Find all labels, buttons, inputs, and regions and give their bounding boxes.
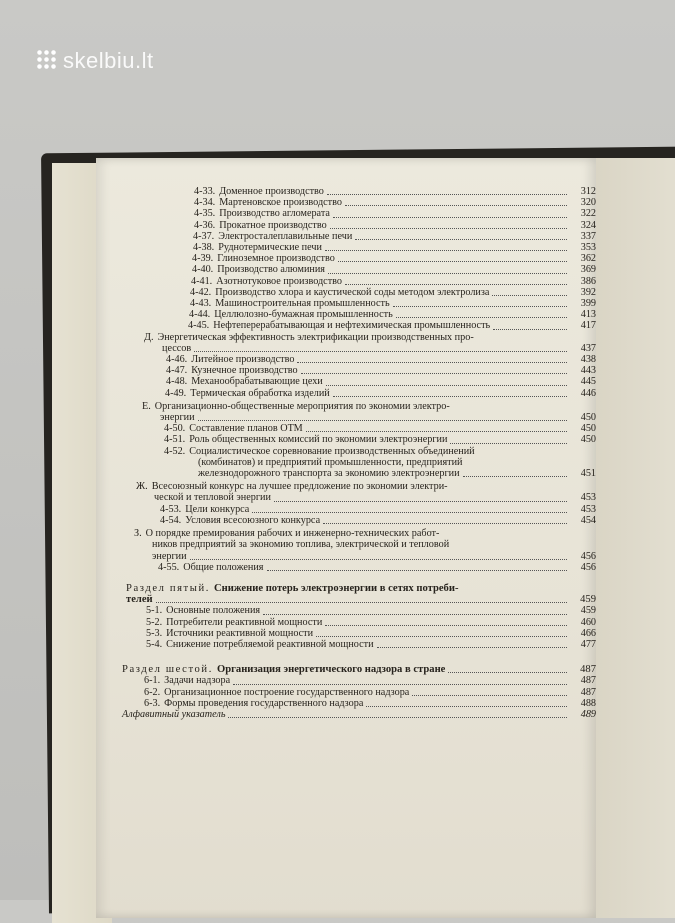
- toc-entry-cont: (комбинатов) и предприятий промышленности, предприятий: [198, 456, 463, 468]
- toc-entry: 4-38. Руднотермические печи 353: [193, 242, 596, 254]
- toc-entry: 4-36. Прокатное производство 324: [194, 219, 596, 231]
- right-page-edge: [588, 158, 675, 918]
- toc-entry: 5-2. Потребители реактивной мощности 460: [146, 616, 596, 628]
- toc-entry: 5-3. Источники реактивной мощности 466: [146, 627, 596, 639]
- toc-entry: 4-46. Литейное производство 438: [166, 354, 596, 366]
- toc-index-entry: Алфавитный указатель 489: [122, 708, 596, 720]
- toc-group-a: [96, 186, 596, 332]
- toc-section-heading: Е. Организационно-общественные мероприятия по экономии электро-: [142, 400, 450, 412]
- part-heading: Раздел пятый. Снижение потерь электроэнергии в сетях потреби-: [126, 582, 459, 594]
- toc-part-five: [96, 583, 596, 605]
- toc-entry: 5-4. Снижение потребляемой реактивной мощности 477: [146, 638, 596, 650]
- toc-entry: 4-37. Электросталеплавильные печи 337: [193, 230, 596, 242]
- toc-entry: 4-52. Социалистическое соревнование производственных объединений: [164, 445, 475, 457]
- toc-entry: 6-3. Формы проведения государственного надзора 488: [144, 697, 596, 709]
- toc-section-d: [96, 332, 596, 354]
- toc-section-heading-cont: энергии 456: [152, 550, 596, 562]
- toc-group-5: [96, 605, 596, 650]
- toc-section-heading: Д. Энергетическая эффективность электрификации производственных про-: [144, 331, 474, 343]
- toc-section-e: [96, 401, 596, 423]
- toc-entry: 4-35. Производство агломерата 322: [194, 208, 596, 220]
- toc-section-heading-cont: ников предприятий за экономию топлива, электрической и тепловой: [152, 539, 450, 551]
- toc-group-z: [96, 562, 596, 573]
- toc-entry: 4-48. Механообрабатывающие цехи 445: [166, 376, 596, 388]
- toc-entry: 4-40. Производство алюминия 369: [192, 264, 596, 276]
- toc-entry: 4-51. Роль общественных комиссий по экономии электроэнергии 450: [164, 434, 596, 446]
- toc-entry: 4-50. Составление планов ОТМ 450: [164, 423, 596, 435]
- book-page: [96, 158, 596, 918]
- toc-entry: 6-2. Организационное построение государственного надзора 487: [144, 686, 596, 698]
- toc-group-zh: [96, 504, 596, 526]
- toc-entry: 6-1. Задачи надзора 487: [144, 675, 596, 687]
- toc-section-heading-cont: цессов 437: [162, 342, 596, 354]
- toc-entry: 4-39. Глиноземное производство 362: [192, 253, 596, 265]
- toc-entry: 4-53. Цели конкурса 453: [160, 503, 596, 515]
- toc-section-heading-cont: энергии 450: [160, 412, 596, 424]
- table-of-contents: [96, 186, 596, 720]
- toc-entry: 4-33. Доменное производство 312: [194, 186, 596, 197]
- toc-entry: 4-54. Условия всесоюзного конкурса 454: [160, 514, 596, 526]
- toc-entry: 4-49. Термическая обработка изделий 446: [165, 387, 596, 399]
- toc-entry: 4-47. Кузнечное производство 443: [166, 365, 596, 377]
- toc-part-six: [96, 664, 596, 675]
- part-heading: Раздел шестой. Организация энергетического надзора в стране 487: [122, 664, 596, 676]
- toc-entry: 5-1. Основные положения 459: [146, 605, 596, 617]
- toc-entry: 4-42. Производство хлора и каустической соды методом электролиза 392: [190, 286, 596, 298]
- toc-entry: 4-45. Нефтеперерабатывающая и нефтехимическая промышленность 417: [188, 320, 596, 332]
- toc-section-z: [96, 528, 596, 562]
- toc-section-zh: [96, 481, 596, 503]
- toc-entry: 4-43. Машиностроительная промышленность 399: [190, 298, 596, 310]
- toc-section-heading: Ж. Всесоюзный конкурс на лучшее предложение по экономии электри-: [136, 481, 448, 493]
- toc-group-d: [96, 354, 596, 399]
- toc-group-e: [96, 423, 596, 479]
- watermark-logo-icon: [36, 49, 58, 71]
- watermark: skelbiu.lt: [36, 48, 154, 74]
- toc-section-heading: З. О порядке премирования рабочих и инженерно-технических работ-: [134, 528, 440, 540]
- toc-entry: 4-34. Мартеновское производство 320: [194, 197, 596, 209]
- toc-section-heading-cont: ческой и тепловой энергии 453: [154, 492, 596, 504]
- part-heading-cont: телей 459: [126, 594, 596, 606]
- toc-entry-cont: железнодорожного транспорта за экономию электроэнергии 451: [198, 468, 596, 480]
- toc-entry: 4-41. Азотнотуковое производство 386: [191, 275, 596, 287]
- toc-group-6: [96, 675, 596, 720]
- toc-entry: 4-55. Общие положения 456: [158, 561, 596, 573]
- toc-entry: 4-44. Целлюлозно-бумажная промышленность 413: [189, 309, 596, 321]
